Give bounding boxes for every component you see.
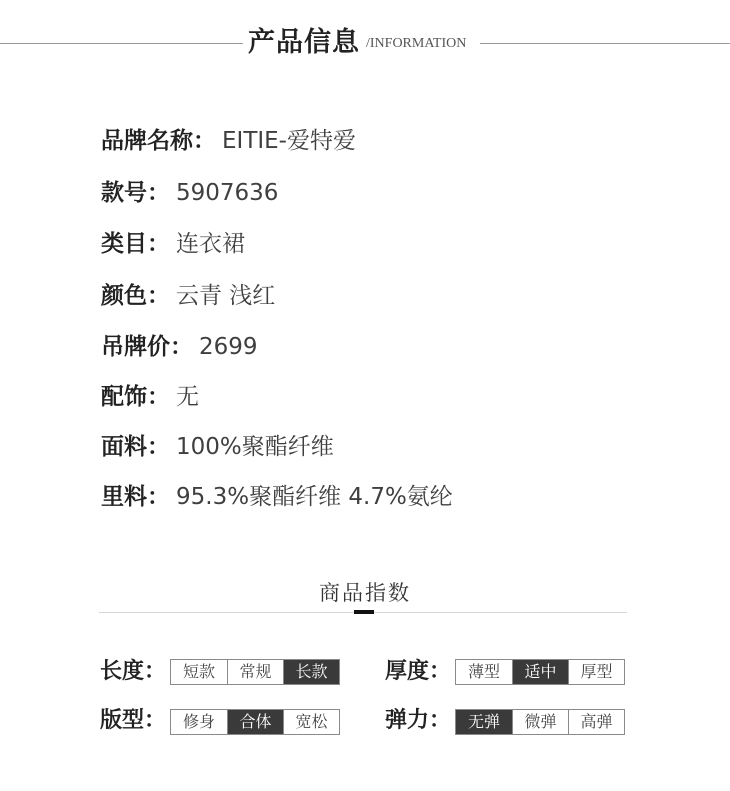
elasticity-options bbox=[455, 709, 625, 735]
info-key: 吊牌价 bbox=[101, 334, 170, 360]
info-value: 2699 bbox=[199, 334, 258, 360]
info-colon: ： bbox=[147, 231, 170, 257]
info-key: 品牌名称 bbox=[101, 128, 193, 154]
info-value: 无 bbox=[176, 384, 199, 410]
thickness-options bbox=[455, 659, 625, 685]
info-row-style-number bbox=[101, 178, 278, 208]
thickness-label: 厚度： bbox=[385, 659, 452, 684]
info-colon: ： bbox=[147, 484, 170, 510]
info-key: 类目 bbox=[101, 231, 147, 257]
length-option-regular: 常规 bbox=[227, 660, 283, 684]
info-row-lining bbox=[101, 482, 453, 512]
length-options bbox=[170, 659, 340, 685]
info-colon: ： bbox=[170, 334, 193, 360]
info-value: 100%聚酯纤维 bbox=[176, 434, 334, 460]
header-line-left bbox=[0, 43, 243, 44]
page-subtitle: /INFORMATION bbox=[366, 36, 467, 51]
info-colon: ： bbox=[147, 434, 170, 460]
info-value: 5907636 bbox=[176, 180, 279, 206]
info-key: 配饰 bbox=[101, 384, 147, 410]
info-row-accessories bbox=[101, 382, 199, 412]
info-colon: ： bbox=[147, 384, 170, 410]
info-key: 里料 bbox=[101, 484, 147, 510]
info-key: 款号 bbox=[101, 180, 147, 206]
info-row-fabric bbox=[101, 432, 334, 462]
length-option-long: 长款 bbox=[283, 660, 339, 684]
info-value: 95.3%聚酯纤维 4.7%氨纶 bbox=[176, 484, 453, 510]
info-value: 连衣裙 bbox=[176, 231, 245, 257]
fit-option-regular: 合体 bbox=[227, 710, 283, 734]
info-row-price bbox=[101, 332, 258, 362]
elasticity-option-none: 无弹 bbox=[456, 710, 512, 734]
length-option-short: 短款 bbox=[182, 662, 215, 681]
fit-label: 版型： bbox=[100, 708, 167, 733]
elasticity-label: 弹力： bbox=[385, 708, 452, 733]
info-value: EITIE-爱特爱 bbox=[222, 128, 356, 154]
header-line-right bbox=[480, 43, 730, 44]
info-row-color bbox=[101, 281, 275, 311]
info-value: 云青 浅红 bbox=[176, 283, 276, 309]
info-colon: ： bbox=[147, 180, 170, 206]
elasticity-option-slight: 微弹 bbox=[512, 710, 568, 734]
page-title: 产品信息 bbox=[248, 27, 360, 58]
info-colon: ： bbox=[193, 128, 216, 154]
thickness-option-medium: 适中 bbox=[512, 660, 568, 684]
info-row-category bbox=[101, 229, 245, 259]
index-section-marker bbox=[354, 610, 374, 614]
index-section-title: 商品指数 bbox=[319, 581, 411, 605]
thickness-option-thick: 厚型 bbox=[568, 660, 624, 684]
info-key: 颜色 bbox=[101, 283, 147, 309]
thickness-option-thin: 薄型 bbox=[467, 662, 500, 681]
info-colon: ： bbox=[147, 283, 170, 309]
info-key: 面料 bbox=[101, 434, 147, 460]
fit-option-loose: 宽松 bbox=[283, 710, 339, 734]
length-label: 长度： bbox=[100, 659, 167, 684]
info-row-brand bbox=[101, 126, 356, 156]
fit-option-slim: 修身 bbox=[182, 712, 215, 731]
elasticity-option-high: 高弹 bbox=[568, 710, 624, 734]
fit-options bbox=[170, 709, 340, 735]
